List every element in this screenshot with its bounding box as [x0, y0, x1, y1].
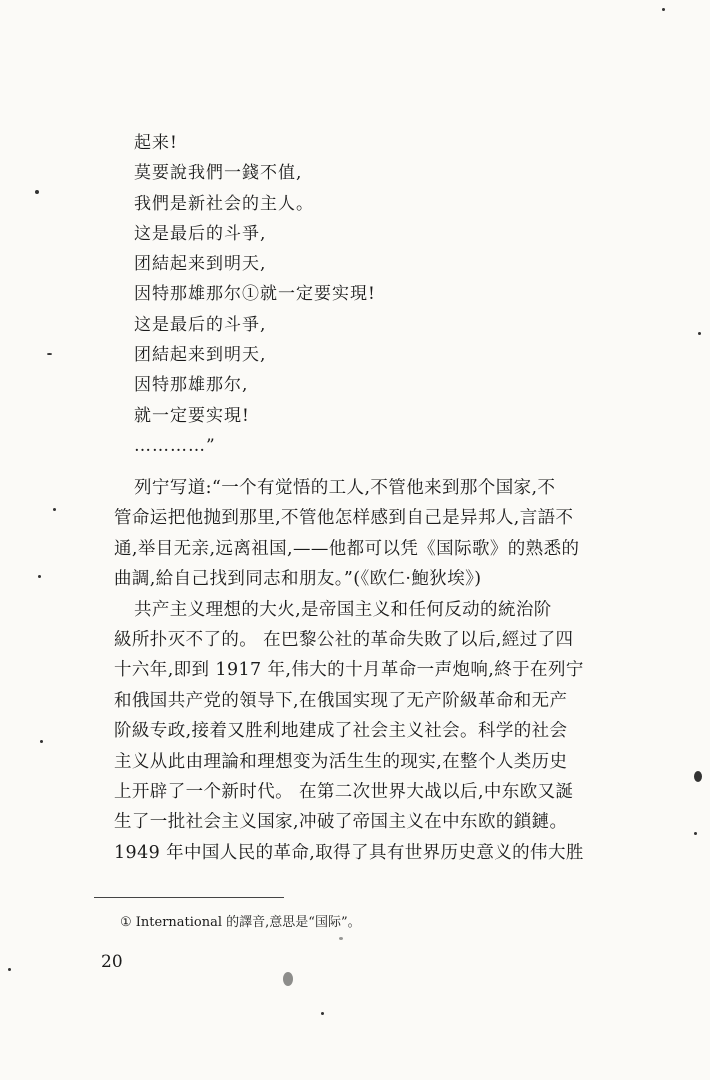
poem-line: 就一定要实現! [134, 405, 250, 426]
poem-line: 莫要說我們一錢不值, [134, 163, 303, 184]
paragraph-line: 阶級专政,接着又胜利地建成了社会主义社会。科学的社会 [114, 721, 568, 742]
paragraph-line: 和俄国共产党的領导下,在俄国实现了无产阶級革命和无产 [114, 690, 568, 711]
paragraph-line: 曲調,給自己找到同志和朋友。”(《欧仁·鮑狄埃》) [114, 569, 482, 590]
scan-speck [38, 575, 41, 578]
paragraph-line: 管命运把他抛到那里,不管他怎样感到自己是异邦人,言語不 [114, 508, 574, 529]
scan-speck [283, 972, 293, 986]
scan-speck [694, 771, 702, 782]
scan-speck [35, 190, 39, 194]
poem-line: 起来! [134, 133, 178, 153]
paragraph-line: 通,举目无亲,远离祖国,——他都可以凭《国际歌》的熟悉的 [114, 538, 580, 559]
paragraph-line: 上开辟了一个新时代。 在第二次世界大战以后,中东欧又誕 [114, 781, 574, 802]
scan-speck [694, 832, 697, 835]
poem-line: …………” [134, 435, 216, 456]
page-number: 20 [101, 952, 123, 972]
footnote: ① International 的譯音,意思是“国际”。 [120, 915, 361, 930]
paragraph-line: 級所扑灭不了的。 在巴黎公社的革命失敗了以后,經过了四 [114, 629, 574, 650]
paragraph-line: 主义从此由理論和理想变为活生生的现实,在整个人类历史 [114, 751, 568, 772]
poem-line: 因特那雄那尔①就一定要实現! [134, 284, 376, 305]
scan-speck [8, 968, 11, 971]
paragraph-line: 十六年,即到 1917 年,伟大的十月革命一声炮响,終于在列宁 [114, 660, 584, 681]
poem-line: 因特那雄那尔, [134, 375, 249, 396]
poem-line: 这是最后的斗爭, [134, 223, 267, 244]
scan-speck [698, 332, 701, 335]
scan-speck [53, 508, 56, 511]
paragraph-line: 1949 年中国人民的革命,取得了具有世界历史意义的伟大胜 [114, 842, 584, 863]
poem-line: 团結起来到明天, [134, 254, 267, 275]
paragraph-line: 列宁写道:“一个有觉悟的工人,不管他来到那个国家,不 [134, 478, 556, 498]
footnote-divider [94, 897, 284, 898]
paragraph-line: 共产主义理想的大火,是帝国主义和任何反动的統治阶 [134, 599, 552, 620]
scan-speck [40, 740, 43, 743]
poem-line: 这是最后的斗爭, [134, 314, 267, 335]
scan-speck [321, 1012, 324, 1015]
paragraph-line: 生了一批社会主义国家,冲破了帝国主义在中东欧的鎖鏈。 [114, 812, 568, 833]
poem-line: 团結起来到明天, [134, 345, 267, 366]
scan-speck [47, 353, 52, 355]
poem-block [134, 128, 594, 461]
poem-line: 我們是新社会的主人。 [134, 193, 314, 214]
body-text [114, 473, 626, 868]
scan-speck [662, 8, 665, 11]
scan-speck [339, 937, 343, 940]
